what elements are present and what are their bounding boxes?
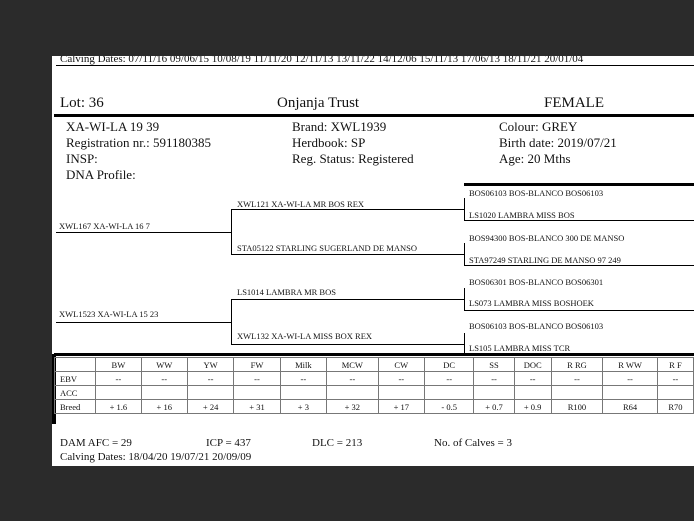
pedigree-dam: XWL1523 XA-WI-LA 15 23 bbox=[59, 309, 159, 319]
breeder-name: Onjanja Trust bbox=[277, 95, 360, 111]
colour: Colour: GREY bbox=[499, 119, 578, 134]
breed-cell: - 0.5 bbox=[424, 400, 473, 414]
acc-cell bbox=[187, 386, 233, 400]
animal-sex: FEMALE bbox=[544, 95, 604, 111]
breed-cell: + 31 bbox=[234, 400, 280, 414]
catalogue-page bbox=[52, 56, 694, 466]
acc-row bbox=[55, 386, 694, 400]
pedigree-top-rule bbox=[464, 183, 694, 186]
header-rule bbox=[54, 114, 694, 117]
ebv-cell: -- bbox=[141, 372, 187, 386]
dna-profile-label: DNA Profile: bbox=[66, 167, 136, 182]
acc-cell bbox=[603, 386, 658, 400]
pedigree-ddd: LS105 LAMBRA MISS TCR bbox=[469, 343, 571, 353]
acc-cell bbox=[327, 386, 379, 400]
calving-dates: Calving Dates: 18/04/20 19/07/21 20/09/09 bbox=[60, 451, 252, 463]
pedigree-sdd: STA97249 STARLING DE MANSO 97 249 bbox=[469, 255, 621, 265]
pedigree-dds: BOS06103 BOS-BLANCO BOS06103 bbox=[469, 321, 604, 331]
ebv-header-cell: FW bbox=[234, 358, 280, 372]
animal-name: XA-WI-LA 19 39 bbox=[66, 119, 160, 134]
ebv-header-cell: DOC bbox=[514, 358, 551, 372]
ebv-cell: -- bbox=[551, 372, 603, 386]
pedigree-dss: BOS06301 BOS-BLANCO BOS06301 bbox=[469, 277, 604, 287]
acc-cell bbox=[474, 386, 514, 400]
ebv-header-cell: CW bbox=[378, 358, 424, 372]
ebv-cell: -- bbox=[187, 372, 233, 386]
pedigree-sds: BOS94300 BOS-BLANCO 300 DE MANSO bbox=[469, 233, 625, 243]
acc-cell bbox=[378, 386, 424, 400]
ebv-row bbox=[55, 372, 694, 386]
acc-cell bbox=[141, 386, 187, 400]
acc-cell bbox=[657, 386, 693, 400]
breed-cell: + 1.6 bbox=[96, 400, 141, 414]
breed-cell: + 24 bbox=[187, 400, 233, 414]
birth-date: Birth date: 2019/07/21 bbox=[499, 135, 617, 150]
ebv-cell: -- bbox=[474, 372, 514, 386]
pedigree-dam-sire: LS1014 LAMBRA MR BOS bbox=[237, 287, 336, 297]
insp-label: INSP: bbox=[66, 151, 98, 166]
breed-row-label: Breed bbox=[55, 400, 96, 414]
acc-cell bbox=[551, 386, 603, 400]
top-dark-border bbox=[0, 0, 694, 56]
bottom-dark-border bbox=[0, 466, 694, 521]
ebv-top-rule bbox=[54, 353, 694, 356]
ebv-header-row bbox=[55, 358, 694, 372]
acc-cell bbox=[234, 386, 280, 400]
pedigree-sss: BOS06103 BOS-BLANCO BOS06103 bbox=[469, 188, 604, 198]
acc-row-label: ACC bbox=[55, 386, 96, 400]
ebv-header-cell: R F bbox=[657, 358, 693, 372]
acc-cell bbox=[424, 386, 473, 400]
breed-cell: + 0.7 bbox=[474, 400, 514, 414]
ebv-header-cell: Milk bbox=[280, 358, 326, 372]
breed-cell: + 32 bbox=[327, 400, 379, 414]
breed-cell: R64 bbox=[603, 400, 658, 414]
ebv-header-cell: R RG bbox=[551, 358, 603, 372]
ebv-cell: -- bbox=[514, 372, 551, 386]
pedigree-sire-sire: XWL121 XA-WI-LA MR BOS REX bbox=[237, 199, 365, 209]
ebv-cell: -- bbox=[96, 372, 141, 386]
pedigree-dsd: LS073 LAMBRA MISS BOSHOEK bbox=[469, 298, 594, 308]
pedigree-ssd: LS1020 LAMBRA MISS BOS bbox=[469, 210, 575, 220]
ebv-header-cell: DC bbox=[424, 358, 473, 372]
acc-cell bbox=[514, 386, 551, 400]
ebv-header-cell: SS bbox=[474, 358, 514, 372]
dlc: DLC = 213 bbox=[312, 437, 363, 449]
breed-cell: R100 bbox=[551, 400, 603, 414]
dam-afc: DAM AFC = 29 bbox=[60, 437, 132, 449]
ebv-header-cell: YW bbox=[187, 358, 233, 372]
ebv-cell: -- bbox=[234, 372, 280, 386]
ebv-header-cell: BW bbox=[96, 358, 141, 372]
ebv-header-cell: MCW bbox=[327, 358, 379, 372]
number-of-calves: No. of Calves = 3 bbox=[434, 437, 512, 449]
ebv-row-label: EBV bbox=[55, 372, 96, 386]
ebv-table bbox=[54, 357, 694, 414]
breed-row bbox=[55, 400, 694, 414]
brand: Brand: XWL1939 bbox=[292, 119, 387, 134]
registration-number: Registration nr.: 591180385 bbox=[66, 135, 212, 150]
breed-cell: R70 bbox=[657, 400, 693, 414]
pedigree-sire-dam: STA05122 STARLING SUGERLAND DE MANSO bbox=[237, 243, 417, 253]
ebv-cell: -- bbox=[657, 372, 693, 386]
lot-number: Lot: 36 bbox=[60, 95, 104, 111]
breed-cell: + 17 bbox=[378, 400, 424, 414]
ebv-cell: -- bbox=[424, 372, 473, 386]
ebv-header-cell: WW bbox=[141, 358, 187, 372]
ebv-header-cell bbox=[55, 358, 96, 372]
breed-cell: + 16 bbox=[141, 400, 187, 414]
acc-cell bbox=[280, 386, 326, 400]
age: Age: 20 Mths bbox=[499, 151, 571, 166]
ebv-cell: -- bbox=[378, 372, 424, 386]
reg-status: Reg. Status: Registered bbox=[292, 151, 414, 166]
herdbook: Herdbook: SP bbox=[292, 135, 366, 150]
pedigree-dam-dam: XWL132 XA-WI-LA MISS BOX REX bbox=[237, 331, 373, 341]
breed-cell: + 0.9 bbox=[514, 400, 551, 414]
ebv-header-cell: R WW bbox=[603, 358, 658, 372]
icp: ICP = 437 bbox=[206, 437, 251, 449]
acc-cell bbox=[96, 386, 141, 400]
pedigree-sire: XWL167 XA-WI-LA 16 7 bbox=[59, 221, 150, 231]
ebv-cell: -- bbox=[280, 372, 326, 386]
previous-lot-divider bbox=[56, 65, 694, 66]
ebv-cell: -- bbox=[603, 372, 658, 386]
previous-calving-dates: Calving Dates: 07/11/16 09/06/15 10/08/19 11/11/20 12/11/13 13/11/22 14/12/06 15/11/13 17/06/13 18/11/21 20/01/04 bbox=[60, 56, 584, 65]
breed-cell: + 3 bbox=[280, 400, 326, 414]
ebv-cell: -- bbox=[327, 372, 379, 386]
